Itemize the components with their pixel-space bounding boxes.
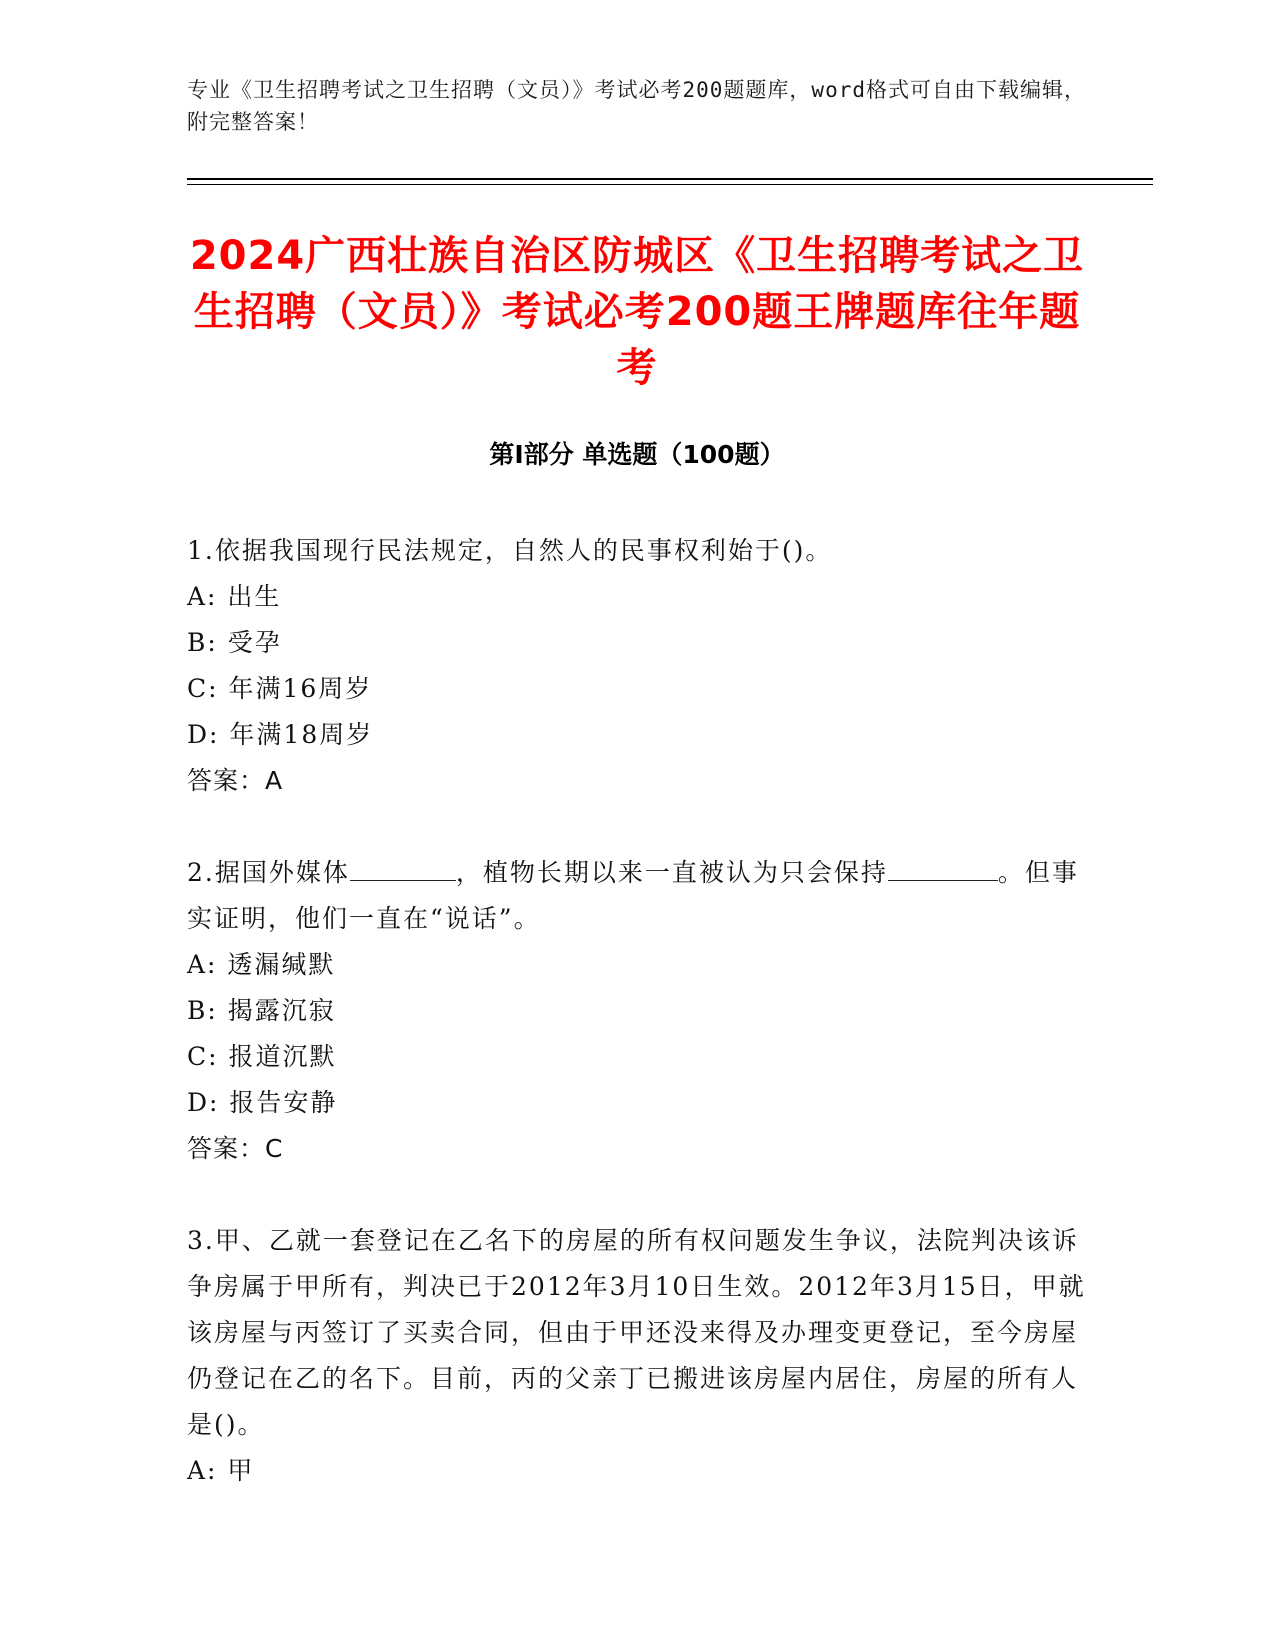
question-stem: 3.甲、乙就一套登记在乙名下的房屋的所有权问题发生争议，法院判决该诉争房属于甲所有，判决已于2012年3月10日生效。2012年3月15日，甲就该房屋与丙签订了买卖合同，但由于甲还没来得及办理变更登记，至今房屋仍登记在乙的名下。目前，丙的父亲丁已搬进该房屋内居住，房屋的所有人是()。 — [187, 1226, 1086, 1439]
document-title: 2024广西壮族自治区防城区《卫生招聘考试之卫生招聘（文员）》考试必考200题王牌题库往年题考 — [189, 233, 1085, 391]
option-c: C: 报道沉默 — [187, 1042, 337, 1071]
answer: 答案：C — [187, 1134, 284, 1163]
option-a: A: 透漏缄默 — [187, 950, 336, 979]
question-stem — [187, 850, 1087, 942]
question-list — [187, 528, 1087, 1540]
question-1 — [187, 528, 1087, 804]
header-divider-thin — [187, 184, 1153, 185]
option-b: B: 揭露沉寂 — [187, 996, 336, 1025]
option-c: C: 年满16周岁 — [187, 674, 373, 703]
question-2 — [187, 850, 1087, 1172]
question-stem: 1.依据我国现行民法规定，自然人的民事权利始于()。 — [187, 536, 833, 565]
answer: 答案：A — [187, 766, 284, 795]
stem-part: ，植物长期以来一直被认为只会保持 — [455, 858, 888, 887]
option-a: A: 甲 — [187, 1456, 255, 1485]
header-note: 专业《卫生招聘考试之卫生招聘（文员）》考试必考200题题库，word格式可自由下载编辑，附完整答案！ — [187, 78, 1086, 134]
option-d: D: 报告安静 — [187, 1088, 338, 1117]
header-divider-thick — [187, 178, 1153, 180]
fill-blank — [350, 854, 456, 881]
question-3 — [187, 1218, 1087, 1494]
option-a: A: 出生 — [187, 582, 282, 611]
stem-part: 。但事实证明，他们一直在“说话”。 — [187, 858, 1079, 933]
section-title: 第I部分 单选题（100题） — [489, 440, 785, 469]
option-d: D: 年满18周岁 — [187, 720, 374, 749]
stem-part: 2.据国外媒体 — [187, 858, 350, 887]
fill-blank — [888, 854, 998, 881]
option-b: B: 受孕 — [187, 628, 282, 657]
